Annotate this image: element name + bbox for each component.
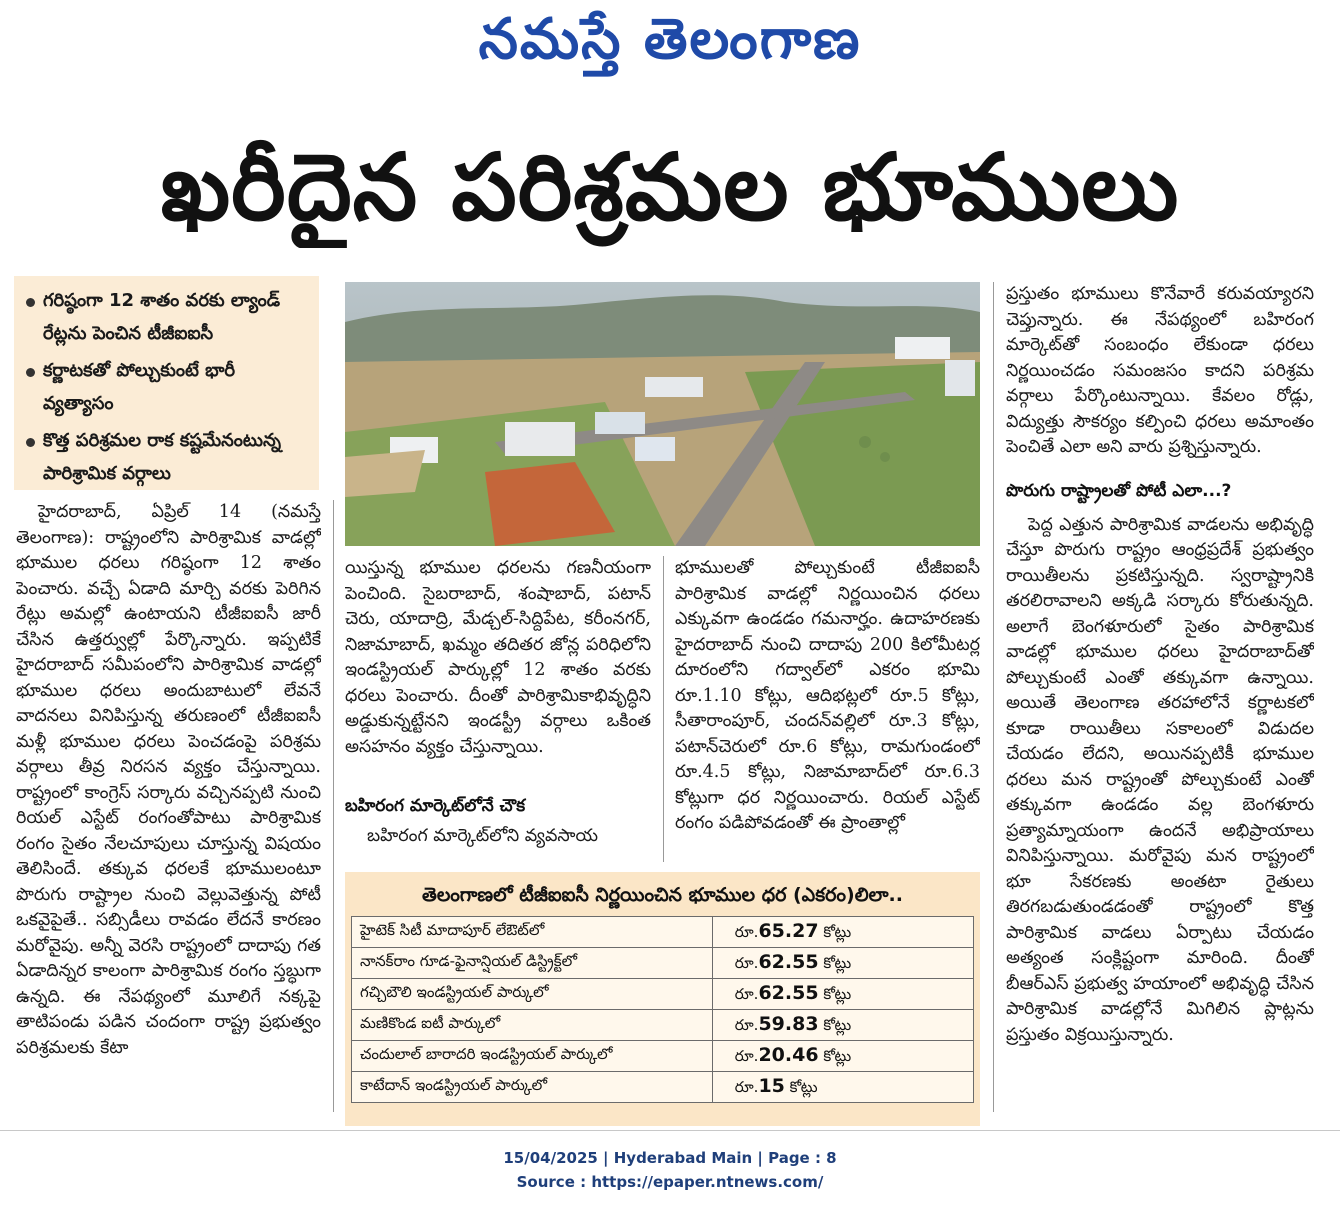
price-unit: కోట్లు xyxy=(823,1015,852,1034)
column-divider xyxy=(993,282,994,1112)
article-headline: ఖరీదైన పరిశ్రమల భూములు xyxy=(160,134,1180,241)
column-divider xyxy=(663,556,664,862)
highlight-text: కర్ణాటకతో పోల్చుకుంటే భారీ వ్యత్యాసం xyxy=(43,360,236,414)
currency-prefix: రూ. xyxy=(734,1077,759,1096)
article-paragraph: పెద్ద ఎత్తున పారిశ్రామిక వాడలను అభివృద్ధి చేస్తూ పొరుగు రాష్ట్రం ఆంధ్రప్రదేశ్ ప్రభుత్వం రాయితీలను ప్రకటిస్తున్నది. స్వరాష్ట్రానికి తరలిరావాలని అక్కడి సర్కారు కోరుతున్నది. అలాగే బెంగళూరులో సైతం పారిశ్రామిక వాడల్లో భూముల ధరలు హైదరాబాద్‌తో పోల్చుకుంటే ఎంతో తక్కువగా ఉన్నాయి. అయితే తెలంగాణ తరహాలోనే కర్ణాటకలో కూడా రాయితీలు సకాలంలో విడుదల చేయడం లేదని, అయినప్పటికీ భూముల ధరలు మన రాష్ట్రంతో పోల్చుకుంటే ఎంతో తక్కువగా ఉండడం వల్ల బెంగళూరు ప్రత్యామ్నాయంగా ఉందనే అభిప్రాయాలు వినిపిస్తున్నాయి. మరోవైపు మన రాష్ట్రంలో భూ సేకరణకు అంతటా రైతులు తిరగబడుతుండడంతో రాష్ట్రంలో కొత్త పారిశ్రామిక వాడలు ఏర్పాటు చేయడం అత్యంత సంక్లిష్టంగా మారింది. దీంతో బీఆర్ఎస్ ప్రభుత్వ హయాంలో అభివృద్ధి చేసిన పారిశ్రామిక వాడల్లోనే మిగిలిన ప్లాట్లను ప్రస్తుతం విక్రయిస్తున్నారు. xyxy=(1006,514,1314,1045)
location-cell: చందులాల్ బారాదరి ఇండస్ట్రియల్ పార్కులో xyxy=(352,1041,713,1072)
price-table-row xyxy=(352,1010,974,1041)
price-table-box xyxy=(345,872,980,1126)
price-table-row xyxy=(352,1072,974,1103)
highlight-text: కొత్త పరిశ్రమల రాక కష్టమేనంటున్న పారిశ్రామిక వర్గాలు xyxy=(43,430,282,484)
currency-prefix: రూ. xyxy=(734,922,759,941)
footer-divider xyxy=(0,1130,1340,1131)
footer-source: Source : https://epaper.ntnews.com/ xyxy=(516,1173,824,1191)
price-table-row xyxy=(352,948,974,979)
bullet-icon xyxy=(26,298,35,307)
price-cell xyxy=(712,1010,973,1041)
location-cell: హైటెక్ సిటీ మాదాపూర్ లేఔట్‌లో xyxy=(352,917,713,948)
highlight-item xyxy=(26,284,311,350)
article-column-2 xyxy=(345,556,651,778)
spacer xyxy=(1006,461,1314,479)
article-paragraph: భూములతో పోల్చుకుంటే టీజీఐఐసీ పారిశ్రామిక వాడల్లో నిర్ణయించిన ధరలు ఎక్కువగా ఉండడం గమనార్హం. ఉదాహరణకు హైదరాబాద్ నుంచి దాదాపు 200 కిలోమీటర్ల దూరంలోని గద్వాల్‌లో ఎకరం భూమి రూ.1.10 కోట్లు, ఆదిభట్లలో రూ.5 కోట్లు, సీతారాంపూర్, చందన్‌వల్లిలో రూ.3 కోట్లు, పటాన్‌చెరులో రూ.6 కోట్లు, రామగుండంలో రూ.4.5 కోట్లు, నిజామాబాద్‌లో రూ.6.3 కోట్లుగా ధర నిర్ణయించారు. రియల్ ఎస్టేట్ రంగం పడిపోవడంతో ఈ ప్రాంతాల్లో xyxy=(675,558,980,833)
price-cell xyxy=(712,1072,973,1103)
column-divider xyxy=(333,500,334,1112)
price-cell xyxy=(712,917,973,948)
price-cell xyxy=(712,1041,973,1072)
currency-prefix: రూ. xyxy=(734,1046,759,1065)
highlights-box xyxy=(14,276,319,490)
price-cell xyxy=(712,948,973,979)
currency-prefix: రూ. xyxy=(734,984,759,1003)
article-paragraph: బహిరంగ మార్కెట్‌లోని వ్యవసాయ xyxy=(367,826,598,846)
subheading-neighbour-states: పొరుగు రాష్ట్రాలతో పోటీ ఎలా...? xyxy=(1006,480,1232,501)
location-cell: నానక్‌రాం గూడ-ఫైనాన్షియల్ డిస్ట్రిక్ట్‌లో xyxy=(352,948,713,979)
industrial-park-aerial-photo xyxy=(345,282,980,546)
price-unit: కోట్లు xyxy=(789,1077,818,1096)
price-value: 62.55 xyxy=(758,981,819,1004)
price-value: 62.55 xyxy=(758,950,819,973)
price-unit: కోట్లు xyxy=(823,922,852,941)
bullet-icon xyxy=(26,438,35,447)
price-table-title: తెలంగాణలో టీజీఐఐసీ నిర్ణయించిన భూముల ధర (ఎకరం)లిలా.. xyxy=(422,884,903,906)
currency-prefix: రూ. xyxy=(734,1015,759,1034)
price-unit: కోట్లు xyxy=(823,984,852,1003)
subheading-open-market: బహిరంగ మార్కెట్‌లోనే చౌక xyxy=(345,796,526,816)
article-column-2-continued xyxy=(345,824,651,864)
price-unit: కోట్లు xyxy=(823,1046,852,1065)
article-column-1 xyxy=(16,500,321,1112)
price-cell xyxy=(712,979,973,1010)
location-cell: మణికొండ ఐటీ పార్కులో xyxy=(352,1010,713,1041)
price-table-row xyxy=(352,917,974,948)
currency-prefix: రూ. xyxy=(734,953,759,972)
article-paragraph: ప్రస్తుతం భూములు కొనేవారే కరువయ్యారని చెప్తున్నారు. ఈ నేపథ్యంలో బహిరంగ మార్కెట్‌తో సంబంధం లేకుండా ధరలు నిర్ణయించడం సమంజసం కాదని పరిశ్రమ వర్గాలు పేర్కొంటున్నాయి. కేవలం రోడ్లు, విద్యుత్తు సౌకర్యం కల్పించి ధరలు అమాంతం పెంచితే ఎలా అని వారు ప్రశ్నిస్తున్నారు. xyxy=(1006,284,1314,457)
footer-date-edition: 15/04/2025 | Hyderabad Main | Page : 8 xyxy=(503,1149,837,1167)
article-paragraph: హైదరాబాద్, ఏప్రిల్ 14 (నమస్తే తెలంగాణ): రాష్ట్రంలోని పారిశ్రామిక వాడల్లో భూముల ధరలు గరిష్ఠంగా 12 శాతం పెంచారు. వచ్చే ఏడాది మార్చి వరకు పెరిగిన రేట్లు అమల్లో ఉంటాయని టీజీఐఐసీ జారీ చేసిన ఉత్తర్వుల్లో పేర్కొన్నారు. ఇప్పటికే హైదరాబాద్ సమీపంలోని పారిశ్రామిక వాడల్లో భూముల ధరలు అందుబాటులో లేవనే వాదనలు వినిపిస్తున్న తరుణంలో టీజీఐఐసీ మళ్లీ భూముల ధరలు పెంచడంపై పరిశ్రమ వర్గాలు తీవ్ర నిరసన వ్యక్తం చేస్తున్నాయి. రాష్ట్రంలో కాంగ్రెస్ సర్కారు వచ్చినప్పటి నుంచి రియల్ ఎస్టేట్ రంగంతోపాటు పారిశ్రామిక రంగం సైతం నేలచూపులు చూస్తున్న విషయం తెలిసిందే. తక్కువ ధరలకే భూములంటూ పొరుగు రాష్ట్రాల నుంచి వెల్లువెత్తున్న పోటీ ఒకవైపైతే.. సబ్సిడీలు రావడం లేదనే కారణం మరోవైపు. అన్నీ వెరసి రాష్ట్రంలో దాదాపు గత ఏడాదిన్నర కాలంగా పారిశ్రామిక రంగం స్తబ్ధుగా ఉన్నది. ఈ నేపథ్యంలో మూలిగే నక్కపై తాటిపండు పడిన చందంగా రాష్ట్ర ప్రభుత్వం పరిశ్రమలకు కేటా xyxy=(16,502,321,1058)
article-paragraph: యిస్తున్న భూముల ధరలను గణనీయంగా పెంచింది. సైబరాబాద్, శంషాబాద్, పటాన్ చెరు, యాదాద్రి, మేడ్చల్-సిద్దిపేట, కరీంనగర్, నిజామాబాద్, ఖమ్మం తదితర జోన్ల పరిధిలోని ఇండస్ట్రియల్ పార్కుల్లో 12 శాతం వరకు ధరలు పెంచారు. దీంతో పారిశ్రామికాభివృద్ధిని అడ్డుకున్నట్టేనని ఇండస్ట్రీ వర్గాలు ఒకింత అసహనం వ్యక్తం చేస్తున్నాయి. xyxy=(345,558,651,757)
highlight-text: గరిష్ఠంగా 12 శాతం వరకు ల్యాండ్ రేట్లను పెంచిన టీజీఐఐసీ xyxy=(43,290,281,344)
price-value: 15 xyxy=(758,1074,785,1097)
footer xyxy=(0,1146,1340,1194)
price-table-row xyxy=(352,979,974,1010)
price-table-row xyxy=(352,1041,974,1072)
aerial-photo-illustration xyxy=(345,282,980,546)
price-value: 65.27 xyxy=(758,919,819,942)
location-cell: గచ్చిబౌలి ఇండస్ట్రియల్ పార్కులో xyxy=(352,979,713,1010)
price-value: 59.83 xyxy=(758,1012,819,1035)
bullet-icon xyxy=(26,368,35,377)
price-unit: కోట్లు xyxy=(823,953,852,972)
price-table xyxy=(351,916,974,1103)
highlight-item xyxy=(26,354,311,420)
article-column-3 xyxy=(675,556,980,862)
article-column-4 xyxy=(1006,282,1314,1112)
newspaper-masthead: నమస్తే తెలంగాణ xyxy=(478,7,862,72)
highlight-item xyxy=(26,424,311,490)
location-cell: కాటేదాన్ ఇండస్ట్రియల్ పార్కులో xyxy=(352,1072,713,1103)
price-value: 20.46 xyxy=(758,1043,819,1066)
